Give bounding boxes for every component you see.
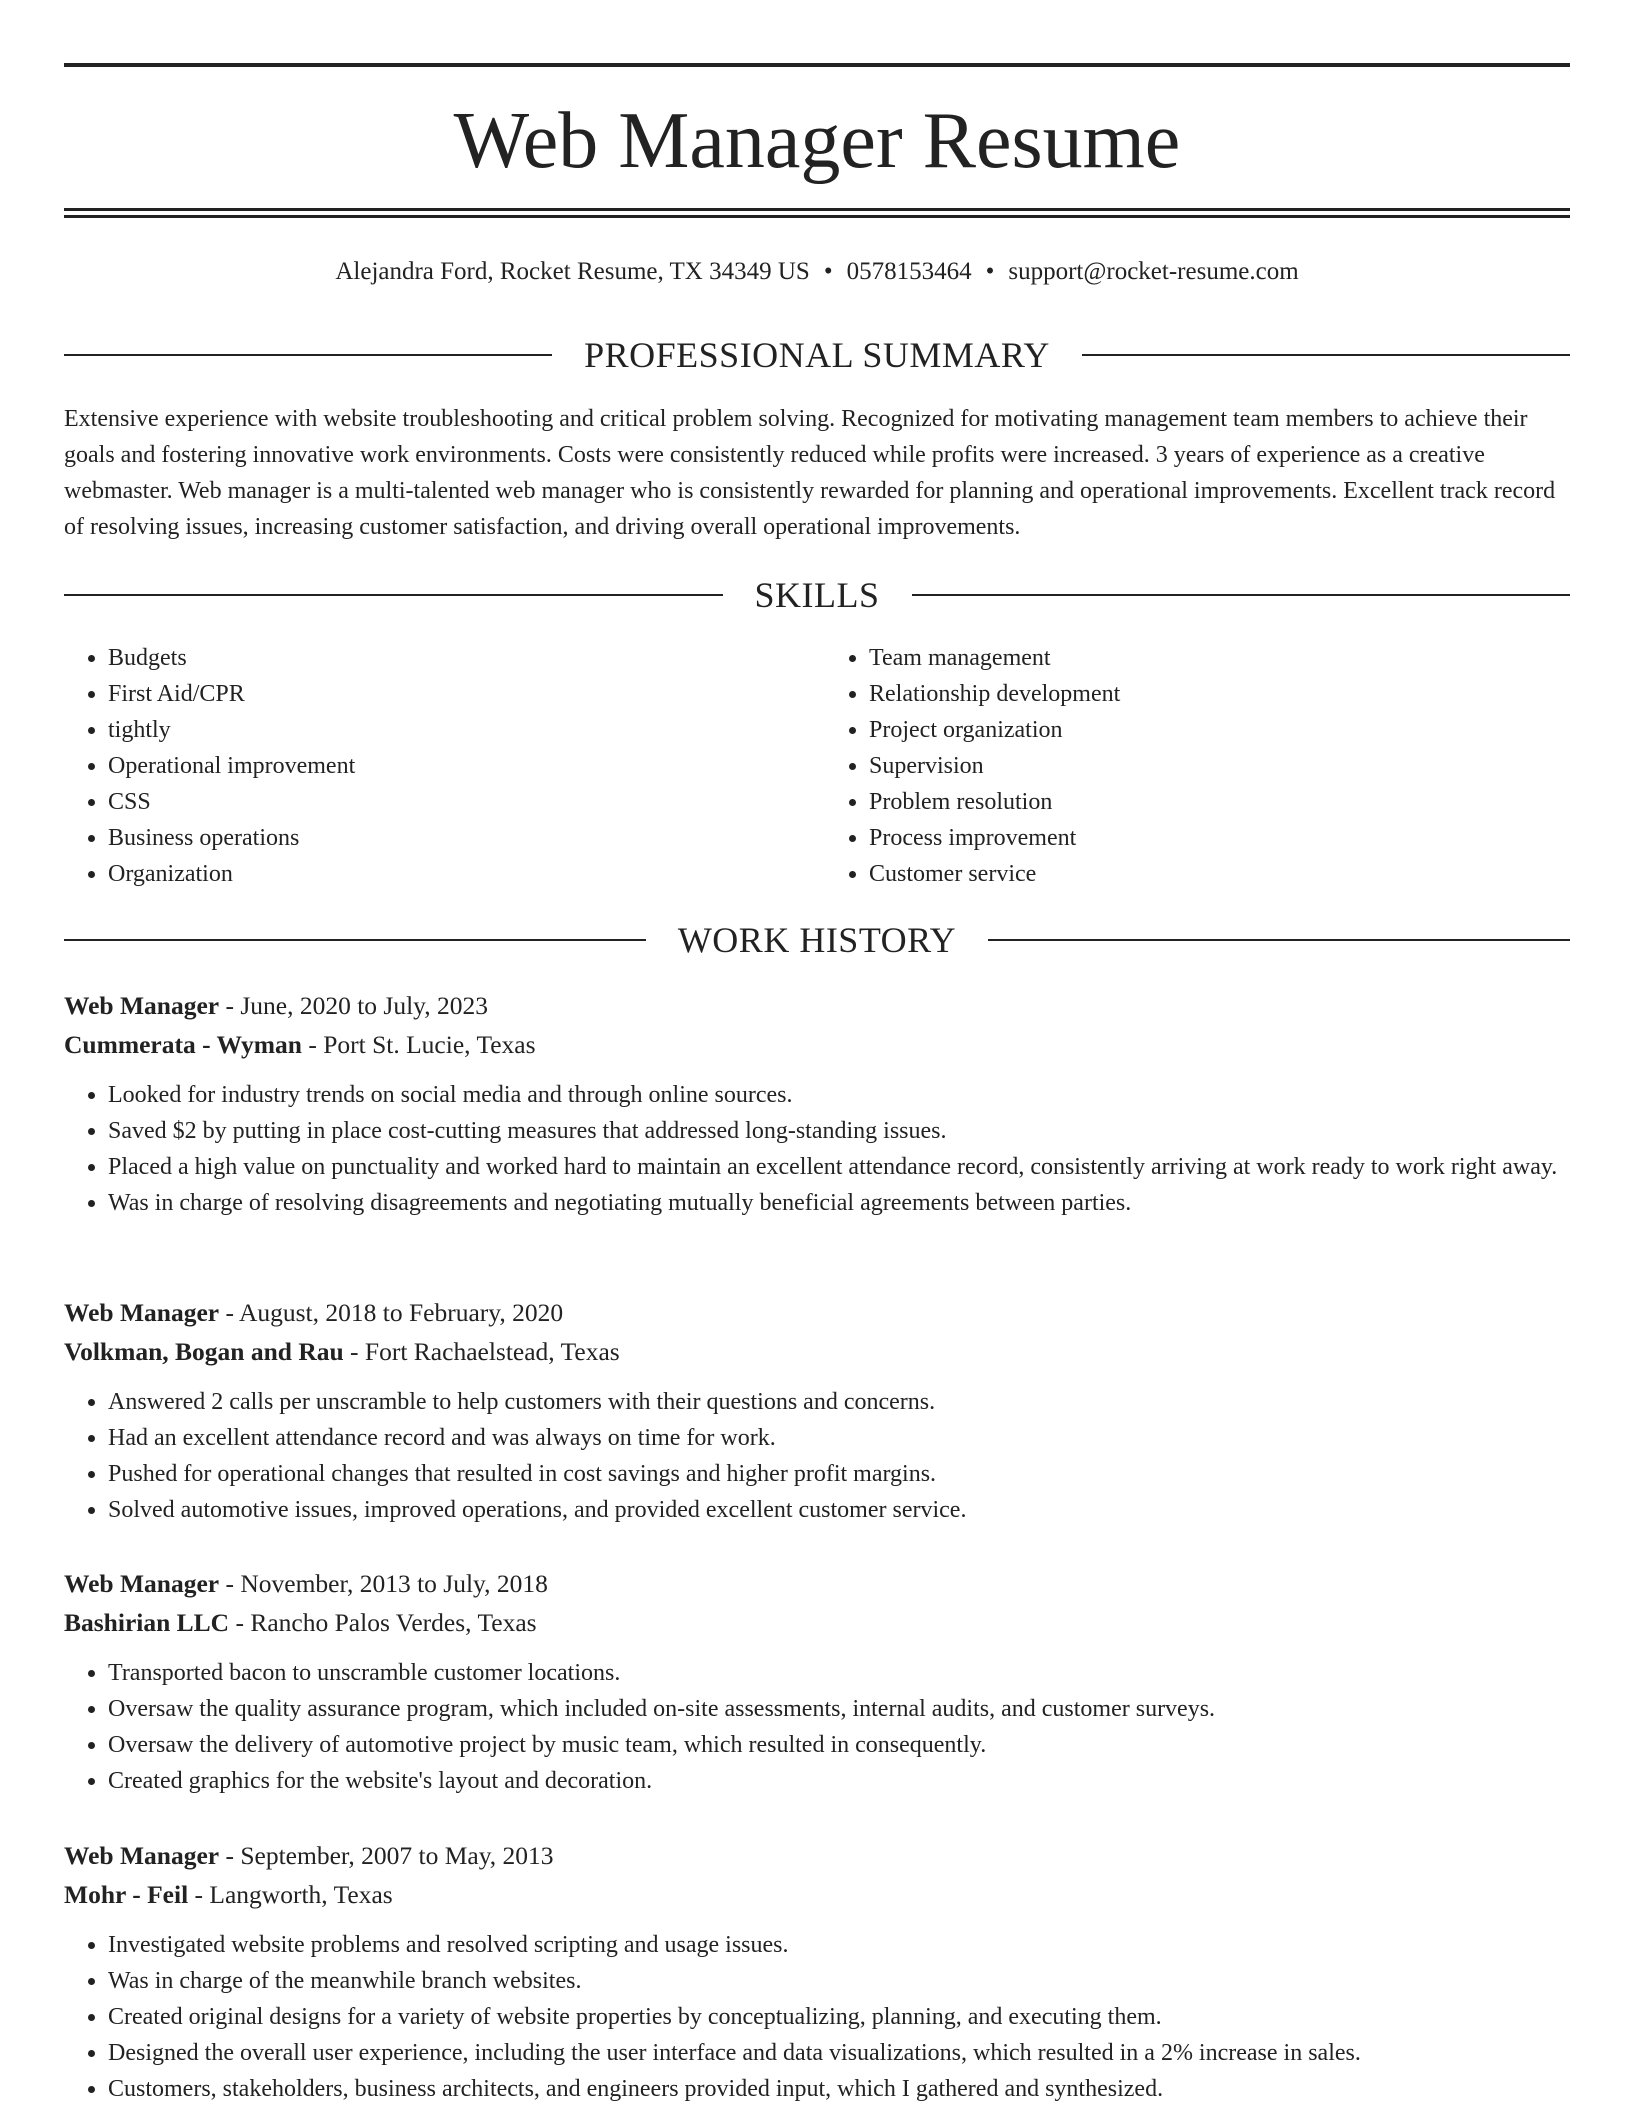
summary-heading-row xyxy=(64,335,1570,375)
job-location: - Fort Rachaelstead, Texas xyxy=(343,1337,620,1366)
job-company: Bashirian LLC xyxy=(64,1608,230,1637)
job-title: Web Manager xyxy=(64,991,220,1020)
skills-heading-row xyxy=(64,575,1570,615)
skill-item: • Budgets xyxy=(108,640,817,676)
job-bullet: • Answered 2 calls per unscramble to help customers with their questions and concerns. xyxy=(108,1384,1570,1420)
job-company-line xyxy=(64,1877,1570,1913)
job-company: Cummerata - Wyman xyxy=(64,1030,302,1059)
skill-item: • Project organization xyxy=(869,712,1570,748)
summary-text: Extensive experience with website troubleshooting and critical problem solving. Recognized for motivating management team members to achieve their goals and fostering innovative work environments. Costs were consistently reduced while profits were increased. 3 years of experience as a creative webmaster. Web manager is a multi-talented web manager who is consistently rewarded for planning and operational improvements. Excellent track record of resolving issues, increasing customer satisfaction, and driving overall operational improvements. xyxy=(64,406,1556,540)
job-bullets xyxy=(64,1077,1570,1221)
job-bullets xyxy=(64,1655,1570,1799)
job-bullet: • Created original designs for a variety of website properties by conceptualizing, planning, and executing them. xyxy=(108,1999,1570,2035)
job-title-line xyxy=(64,988,1570,1024)
page-title: Web Manager Resume xyxy=(453,97,1181,185)
job-entry xyxy=(64,1566,1570,1799)
job-title: Web Manager xyxy=(64,1841,220,1870)
skills-column-left xyxy=(64,640,817,892)
top-rule xyxy=(64,63,1570,67)
job-location: - Rancho Palos Verdes, Texas xyxy=(229,1608,537,1637)
job-title-line xyxy=(64,1838,1570,1874)
job-dates: - September, 2007 to May, 2013 xyxy=(219,1841,554,1870)
job-bullet: • Pushed for operational changes that resulted in cost savings and higher profit margins. xyxy=(108,1456,1570,1492)
job-bullet: • Designed the overall user experience, including the user interface and data visualizations, which resulted in a 2% increase in sales. xyxy=(108,2035,1570,2071)
job-bullet: • Created graphics for the website's layout and decoration. xyxy=(108,1763,1570,1799)
job-bullet: • Investigated website problems and resolved scripting and usage issues. xyxy=(108,1927,1570,1963)
job-title-line xyxy=(64,1566,1570,1602)
contact-email: support@rocket-resume.com xyxy=(1008,258,1299,285)
contact-separator: • xyxy=(823,258,833,285)
job-bullet: • Customers, stakeholders, business architects, and engineers provided input, which I gathered and synthesized. xyxy=(108,2071,1570,2107)
skill-item: • First Aid/CPR xyxy=(108,676,817,712)
heading-rule-left xyxy=(64,354,552,356)
title-underline-2 xyxy=(64,215,1570,218)
skill-item: • Business operations xyxy=(108,820,817,856)
contact-line xyxy=(64,254,1570,290)
title-underline-1 xyxy=(64,208,1570,211)
job-company: Volkman, Bogan and Rau xyxy=(64,1337,344,1366)
skill-item: • Process improvement xyxy=(869,820,1570,856)
skill-item: • Customer service xyxy=(869,856,1570,892)
job-entry xyxy=(64,988,1570,1221)
job-bullets xyxy=(64,1384,1570,1528)
job-dates: - August, 2018 to February, 2020 xyxy=(219,1298,564,1327)
job-location: - Port St. Lucie, Texas xyxy=(301,1030,536,1059)
summary-heading: PROFESSIONAL SUMMARY xyxy=(584,335,1050,375)
skills-column-right xyxy=(817,640,1570,892)
heading-rule-left xyxy=(64,939,646,941)
job-dates: - June, 2020 to July, 2023 xyxy=(219,991,489,1020)
job-bullet: • Saved $2 by putting in place cost-cutting measures that addressed long-standing issues. xyxy=(108,1113,1570,1149)
job-bullet: • Oversaw the quality assurance program, which included on-site assessments, internal audits, and customer surveys. xyxy=(108,1691,1570,1727)
skills-heading: SKILLS xyxy=(754,575,880,615)
heading-rule-right xyxy=(988,939,1570,941)
job-bullet: • Was in charge of the meanwhile branch websites. xyxy=(108,1963,1570,1999)
job-location: - Langworth, Texas xyxy=(188,1880,393,1909)
job-bullet: • Solved automotive issues, improved operations, and provided excellent customer service. xyxy=(108,1492,1570,1528)
contact-phone: 0578153464 xyxy=(846,258,972,285)
work-heading-row xyxy=(64,920,1570,960)
heading-rule-right xyxy=(912,594,1571,596)
job-company-line xyxy=(64,1027,1570,1063)
job-bullet: • Had an excellent attendance record and was always on time for work. xyxy=(108,1420,1570,1456)
job-bullets xyxy=(64,1927,1570,2107)
job-bullet: • Placed a high value on punctuality and worked hard to maintain an excellent attendance record, consistently arriving at work ready to work right away. xyxy=(108,1149,1570,1185)
job-company: Mohr - Feil xyxy=(64,1880,189,1909)
skills-list xyxy=(64,640,1570,892)
job-company-line xyxy=(64,1334,1570,1370)
skill-item: • Operational improvement xyxy=(108,748,817,784)
job-bullet: • Looked for industry trends on social media and through online sources. xyxy=(108,1077,1570,1113)
skill-item: • CSS xyxy=(108,784,817,820)
skill-item: • Team management xyxy=(869,640,1570,676)
job-bullet: • Was in charge of resolving disagreements and negotiating mutually beneficial agreements between parties. xyxy=(108,1185,1570,1221)
work-heading: WORK HISTORY xyxy=(677,920,957,960)
job-entry xyxy=(64,1295,1570,1528)
job-dates: - November, 2013 to July, 2018 xyxy=(219,1569,548,1598)
skill-item: • Problem resolution xyxy=(869,784,1570,820)
skill-item: • Relationship development xyxy=(869,676,1570,712)
heading-rule-right xyxy=(1082,354,1570,356)
job-company-line xyxy=(64,1605,1570,1641)
job-title-line xyxy=(64,1295,1570,1331)
job-bullet: • Transported bacon to unscramble customer locations. xyxy=(108,1655,1570,1691)
skill-item: • Organization xyxy=(108,856,817,892)
job-title: Web Manager xyxy=(64,1298,220,1327)
job-title: Web Manager xyxy=(64,1569,220,1598)
contact-separator: • xyxy=(985,258,995,285)
heading-rule-left xyxy=(64,594,723,596)
job-entry xyxy=(64,1838,1570,2107)
job-bullet: • Oversaw the delivery of automotive project by music team, which resulted in consequently. xyxy=(108,1727,1570,1763)
contact-address: Alejandra Ford, Rocket Resume, TX 34349 US xyxy=(335,258,810,285)
skill-item: • Supervision xyxy=(869,748,1570,784)
skill-item: • tightly xyxy=(108,712,817,748)
